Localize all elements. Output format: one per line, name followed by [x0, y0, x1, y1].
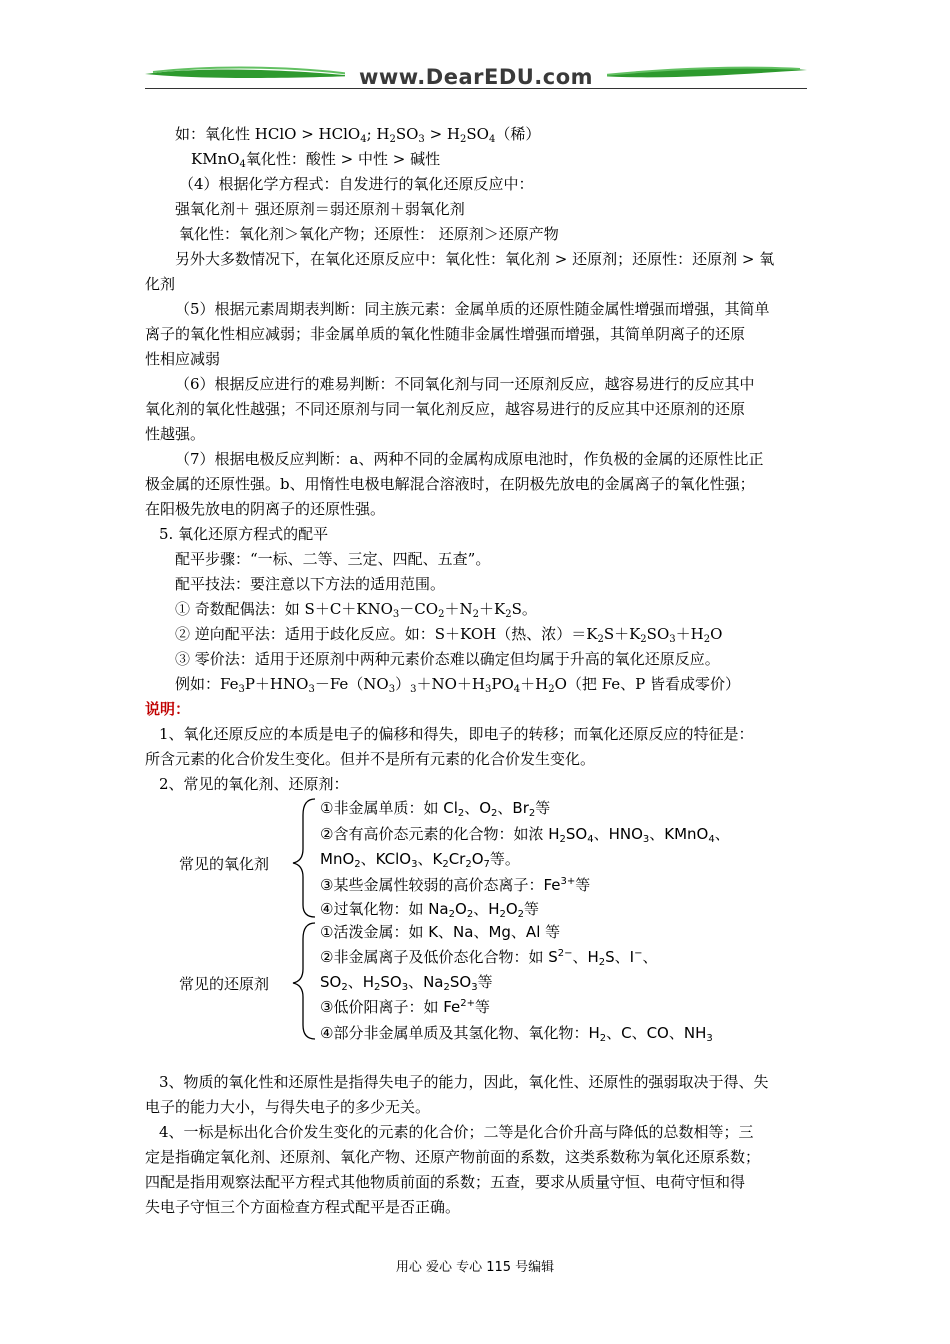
text-line: 性相应减弱	[145, 350, 221, 368]
oxidant-reductant-diagram	[165, 793, 785, 1048]
oxidant-item: ③某些金属性较弱的高价态离子：$Fe^{3+}$等	[320, 876, 591, 894]
reductant-item: ①活泼金属：如 K、Na、Mg、Al 等	[320, 923, 561, 941]
reductant-label: 常见的还原剂	[179, 975, 270, 993]
text-line: 四配是指用观察法配平方程式其他物质前面的系数；五查，要求从质量守恒、电荷守恒和得	[145, 1173, 746, 1191]
text-line: 化剂	[145, 275, 176, 293]
text-line: 电子的能力大小，与得失电子的多少无关。	[145, 1098, 431, 1116]
site-logo[interactable]: www.DearEDU.com	[345, 64, 607, 90]
page-footer: 用心 爱心 专心 115 号编辑	[395, 1260, 555, 1275]
text-line: 极金属的还原性强。b、用惰性电极电解混合溶液时，在阴极先放电的金属离子的氧化性强；	[145, 475, 755, 493]
oxidant-label: 常见的氧化剂	[179, 855, 270, 873]
reductant-item: ②非金属离子及低价态化合物：如 $S^{2-}$、$H_2S$、I−、	[320, 948, 658, 968]
note-heading: 说明：	[145, 700, 191, 718]
text-line: 失电子守恒三个方面检查方程式配平是否正确。	[145, 1198, 461, 1216]
text-line: 2、常见的氧化剂、还原剂：	[159, 775, 349, 793]
reductant-item: ④部分非金属单质及其氢化物、氧化物：$H_2$、C、CO、$NH_3$	[320, 1024, 713, 1044]
page-header	[145, 60, 807, 90]
text-line: 强氧化剂＋ 强还原剂＝弱还原剂＋弱氧化剂	[175, 200, 465, 218]
reductant-item: $SO_2$、$H_2SO_3$、$Na_2SO_3$等	[320, 973, 493, 993]
text-line: 氧化剂的氧化性越强；不同还原剂与同一氧化剂反应，越容易进行的反应其中还原剂的还原	[145, 400, 746, 418]
text-line: 在阳极先放电的阴离子的还原性强。	[145, 500, 386, 518]
section-heading: 5. 氧化还原方程式的配平	[159, 525, 329, 543]
text-line: 离子的氧化性相应减弱；非金属单质的氧化性随非金属性增强而增强，其简单阴离子的还原	[145, 325, 746, 343]
text-line: （4）根据化学方程式：自发进行的氧化还原反应中：	[179, 175, 534, 193]
text-line: （5）根据元素周期表判断：同主族元素：金属单质的还原性随金属性增强而增强，其简单	[175, 300, 770, 318]
header-divider	[145, 88, 807, 89]
text-line: （6）根据反应进行的难易判断：不同氧化剂与同一还原剂反应，越容易进行的反应其中	[175, 375, 755, 393]
oxidant-item: ④过氧化物：如 $Na_2O_2$、$H_2O_2$等	[320, 900, 540, 920]
reductant-item: ③低价阳离子：如 $Fe^{2+}$等	[320, 998, 491, 1016]
text-line: 3、物质的氧化性和还原性是指得失电子的能力，因此，氧化性、还原性的强弱取决于得、失	[159, 1073, 769, 1091]
text-line: 1、氧化还原反应的本质是电子的偏移和得失，即电子的转移；而氧化还原反应的特征是：	[159, 725, 754, 743]
text-line: 如：氧化性 HClO > HClO$_4$; $H_2SO_3 > H_2SO_4$（稀）	[175, 125, 541, 145]
oxidant-item: MnO$_2$、KClO$_3$、$K_2Cr_2O_7$等。	[320, 850, 520, 870]
text-line: 配平步骤：“一标、二等、三定、四配、五查”。	[175, 550, 491, 568]
text-line: 性越强。	[145, 425, 206, 443]
text-line: ① 奇数配偶法：如 $S+C+KNO_3-CO_2+N_2+K_2S$。	[175, 600, 537, 620]
oxidant-item: ②含有高价态元素的化合物：如浓 $H_2SO_4$、$HNO_3$、KMnO$_4$、	[320, 825, 730, 845]
text-line: ③ 零价法：适用于还原剂中两种元素价态难以确定但均属于升高的氧化还原反应。	[175, 650, 720, 668]
text-line: 所含元素的化合价发生变化。但并不是所有元素的化合价发生变化。	[145, 750, 596, 768]
text-line: （7）根据电极反应判断：a、两种不同的金属构成原电池时，作负极的金属的还原性比正	[175, 450, 764, 468]
text-line: 例如：$Fe_3P+HNO_3-Fe(NO_3)_3+NO+H_3PO_4+H_2O$（把 Fe、P 皆看成零价）	[175, 675, 741, 695]
text-line: 另外大多数情况下，在氧化还原反应中：氧化性：氧化剂 > 还原剂；还原性：还原剂 > 氧	[175, 250, 775, 268]
oxidant-item: ①非金属单质：如 $Cl_2$、$O_2$、$Br_2$等	[320, 799, 551, 819]
text-line: KMnO$_4$氧化性：酸性 > 中性 > 碱性	[191, 150, 441, 170]
text-line: 氧化性：氧化剂＞氧化产物；还原性： 还原剂＞还原产物	[179, 225, 559, 243]
text-line: ② 逆向配平法：适用于歧化反应。如：S＋KOH（热、浓）$=K_2S+K_2SO_3+H_2O$	[175, 625, 723, 645]
text-line: 4、一标是标出化合价发生变化的元素的化合价；二等是化合价升高与降低的总数相等；三	[159, 1123, 754, 1141]
document-body	[145, 122, 807, 797]
text-line: 定是指确定氧化剂、还原剂、氧化产物、还原产物前面的系数，这类系数称为氧化还原系数；	[145, 1148, 761, 1166]
document-body-continued	[145, 1070, 807, 1220]
text-line: 配平技法：要注意以下方法的适用范围。	[175, 575, 446, 593]
